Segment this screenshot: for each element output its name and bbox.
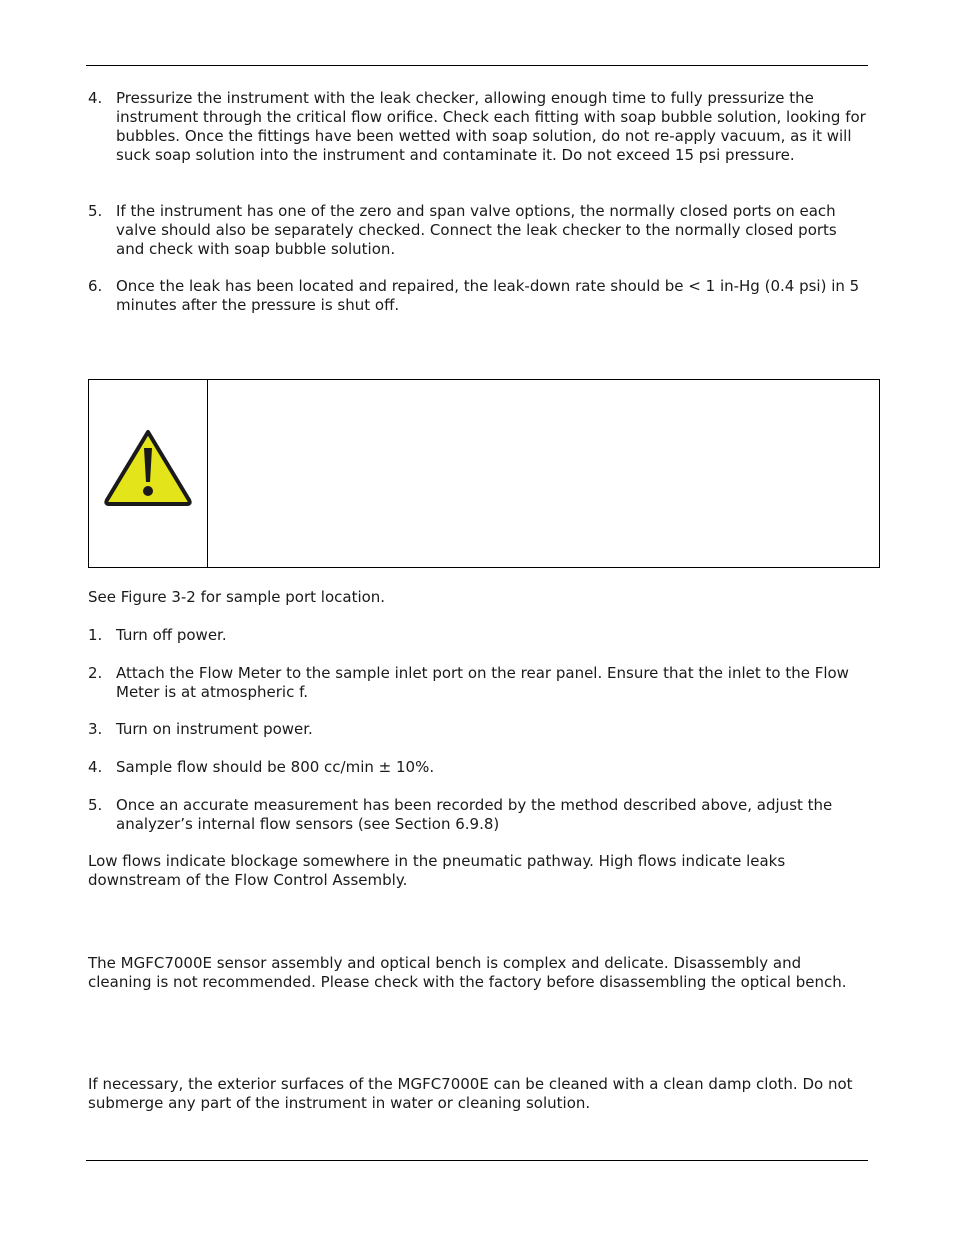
list-item <box>88 89 868 165</box>
list-item-text: Once the leak has been located and repaired, the leak-down rate should be < 1 in-Hg (0.4 psi) in 5 minutes after the pressure is shut off. <box>116 277 860 314</box>
flow-note-paragraph: Low flows indicate blockage somewhere in the pneumatic pathway. High flows indicate leaks downstream of the Flow Control Assembly. <box>88 852 786 889</box>
list-item <box>88 796 868 834</box>
list-item <box>88 758 868 777</box>
caution-box <box>88 379 880 568</box>
list-item-text: Attach the Flow Meter to the sample inlet port on the rear panel. Ensure that the inlet to the Flow Meter is at atmospheric f. <box>116 664 849 701</box>
list-item-text: Turn on instrument power. <box>116 720 313 738</box>
header-rule <box>86 65 868 66</box>
list-item-text: Pressurize the instrument with the leak checker, allowing enough time to fully pressurize the instrument through the critical flow orifice. Check each fitting with soap bubble solution, looking for bubbles. Once the fittings have been wetted with soap solution, do not re-apply vacuum, as it will suck soap solution into the instrument and contaminate it. Do not exceed 15 psi pressure. <box>116 89 866 164</box>
list-item-text: If the instrument has one of the zero and span valve options, the normally closed ports on each valve should also be separately checked. Connect the leak checker to the normally closed ports and check with soap bubble solution. <box>116 202 837 258</box>
list-item-number: 5. <box>88 796 103 814</box>
list-item-number: 5. <box>88 202 103 220</box>
list-item <box>88 720 868 739</box>
list-item <box>88 626 868 645</box>
optical-bench-paragraph: The MGFC7000E sensor assembly and optical bench is complex and delicate. Disassembly and cleaning is not recommended. Please check with the factory before disassembling the optical bench. <box>88 954 847 991</box>
warning-triangle-icon <box>103 428 193 506</box>
caution-divider <box>207 380 208 567</box>
cleaning-paragraph: If necessary, the exterior surfaces of the MGFC7000E can be cleaned with a clean damp cloth. Do not submerge any part of the instrument in water or cleaning solution. <box>88 1075 853 1112</box>
list-item-number: 4. <box>88 758 103 776</box>
list-item <box>88 664 868 702</box>
list-item-text: Turn off power. <box>116 626 227 644</box>
list-item-number: 6. <box>88 277 103 295</box>
list-item-number: 2. <box>88 664 103 682</box>
list-item-text: Once an accurate measurement has been recorded by the method described above, adjust the analyzer’s internal flow sensors (see Section 6.9.8) <box>116 796 833 833</box>
list-item <box>88 277 868 315</box>
see-figure-text: See Figure 3-2 for sample port location. <box>88 588 386 606</box>
list-item-text: Sample flow should be 800 cc/min ± 10%. <box>116 758 435 776</box>
list-item <box>88 202 868 259</box>
list-item-number: 3. <box>88 720 103 738</box>
list-item-number: 4. <box>88 89 103 107</box>
footer-rule <box>86 1160 868 1161</box>
list-item-number: 1. <box>88 626 103 644</box>
